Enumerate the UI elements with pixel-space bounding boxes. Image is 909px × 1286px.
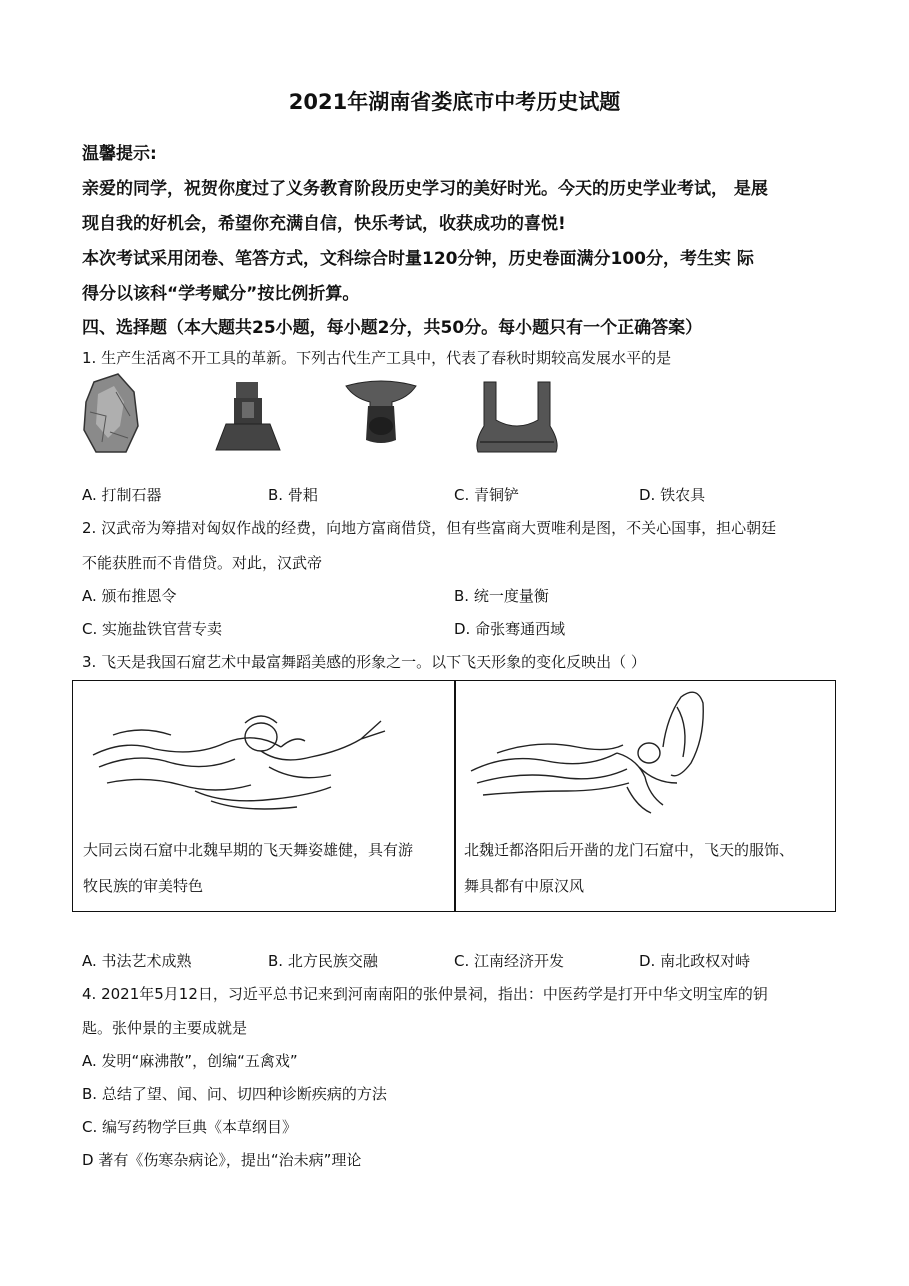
q1-stem: 1. 生产生活离不开工具的革新。下列古代生产工具中，代表了春秋时期较高发展水平的是 xyxy=(82,349,672,367)
right-caption-line-2: 舞具都有中原汉风 xyxy=(464,877,585,895)
left-caption-line-1: 大同云岗石窟中北魏早期的飞天舞姿雄健，具有游 xyxy=(83,841,414,859)
figure-divider xyxy=(454,681,456,911)
q3-stem: 3. 飞天是我国石窟艺术中最富舞蹈美感的形象之一。以下飞天形象的变化反映出（ ） xyxy=(82,653,646,671)
q4-option-c[interactable]: C. 编写药物学巨典《本草纲目》 xyxy=(82,1118,298,1136)
q2-option-c[interactable]: C. 实施盐铁官营专卖 xyxy=(82,620,223,638)
q1-option-a[interactable]: A. 打制石器 xyxy=(82,486,162,504)
q4-stem-line-1: 4. 2021年5月12日，习近平总书记来到河南南阳的张仲景祠，指出：中医药学是打开中华文明宝库的钥 xyxy=(82,985,768,1003)
q3-figure-table xyxy=(72,680,836,912)
q3-option-d[interactable]: D. 南北政权对峙 xyxy=(639,952,751,970)
q2-option-b[interactable]: B. 统一度量衡 xyxy=(454,587,549,605)
stone-tool-image xyxy=(80,372,140,456)
tips-line-4: 得分以该科“学考赋分”按比例折算。 xyxy=(82,284,360,304)
tips-line-1: 亲爱的同学，祝贺你度过了义务教育阶段历史学习的美好时光。今天的历史学业考试， 是展 xyxy=(82,179,768,199)
bronze-shovel-image xyxy=(342,378,420,448)
q2-option-a[interactable]: A. 颁布推恩令 xyxy=(82,587,177,605)
q4-option-d[interactable]: D 著有《伤寒杂病论》，提出“治未病”理论 xyxy=(82,1151,362,1169)
q3-option-c[interactable]: C. 江南经济开发 xyxy=(454,952,565,970)
iron-tool-image xyxy=(474,378,560,456)
q3-option-b[interactable]: B. 北方民族交融 xyxy=(268,952,378,970)
left-caption-line-2: 牧民族的审美特色 xyxy=(83,877,204,895)
q1-option-d[interactable]: D. 铁农具 xyxy=(639,486,706,504)
q2-stem-line-2: 不能获胜而不肯借贷。对此，汉武帝 xyxy=(82,554,323,572)
q1-option-b[interactable]: B. 骨耜 xyxy=(268,486,318,504)
right-caption-line-1: 北魏迁都洛阳后开凿的龙门石窟中，飞天的服饰、 xyxy=(464,841,795,859)
yungang-flying-apsara-image xyxy=(85,695,415,815)
longmen-flying-apsara-image xyxy=(467,687,807,817)
q4-option-a[interactable]: A. 发明“麻沸散”，创编“五禽戏” xyxy=(82,1052,298,1070)
section-heading: 四、选择题（本大题共25小题，每小题2分，共50分。每小题只有一个正确答案） xyxy=(82,318,703,338)
bone-spade-image xyxy=(212,378,284,454)
tips-line-3: 本次考试采用闭卷、笔答方式，文科综合时量120分钟，历史卷面满分100分，考生实 际 xyxy=(82,249,754,269)
q2-option-d[interactable]: D. 命张骞通西域 xyxy=(454,620,566,638)
q4-stem-line-2: 匙。张仲景的主要成就是 xyxy=(82,1019,248,1037)
q1-option-c[interactable]: C. 青铜铲 xyxy=(454,486,520,504)
tips-heading: 温馨提示: xyxy=(82,144,157,164)
q2-stem-line-1: 2. 汉武帝为筹措对匈奴作战的经费，向地方富商借贷，但有些富商大贾唯利是图，不关心国事，担心朝廷 xyxy=(82,519,777,537)
q4-option-b[interactable]: B. 总结了望、闻、问、切四种诊断疾病的方法 xyxy=(82,1085,387,1103)
q3-option-a[interactable]: A. 书法艺术成熟 xyxy=(82,952,192,970)
tips-line-2: 现自我的好机会，希望你充满自信，快乐考试，收获成功的喜悦! xyxy=(82,214,566,234)
page-title: 2021年湖南省娄底市中考历史试题 xyxy=(288,90,621,114)
